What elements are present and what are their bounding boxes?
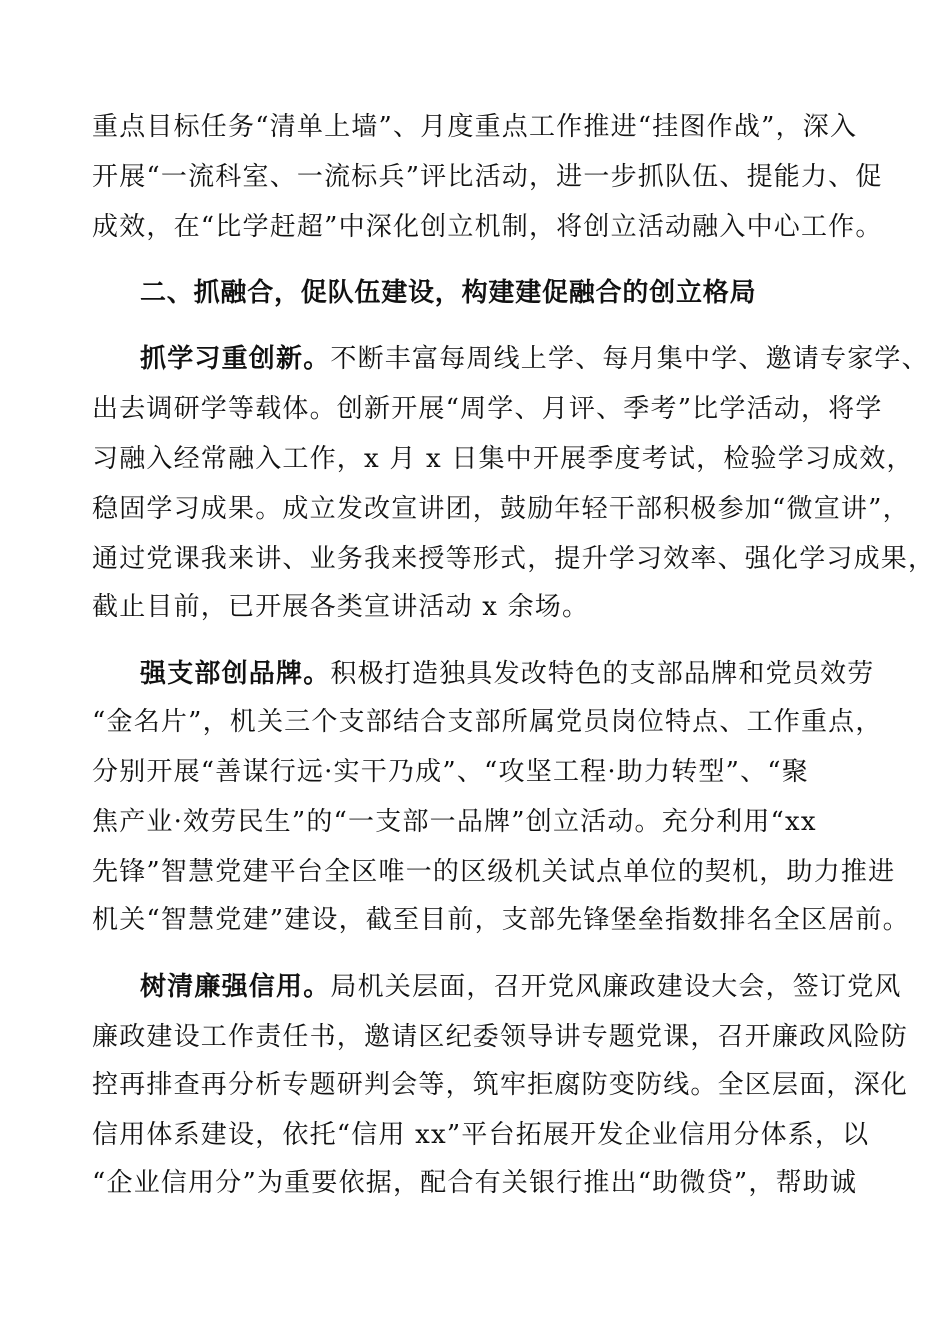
paragraph-2-line-6: 机关“智慧党建”建设，截至目前，支部先锋堡垒指数排名全区居前。: [92, 905, 910, 935]
paragraph-2-lead: 强支部创品牌。: [140, 659, 331, 689]
paragraph-2-line-4: 焦产业·效劳民生”的“一支部一品牌”创立活动。充分利用“xx: [92, 807, 817, 837]
paragraph-3-line-1: [140, 970, 902, 1004]
paragraph-3-line-4: 信用体系建设，依托“信用 xx”平台拓展开发企业信用分体系，以: [92, 1120, 870, 1150]
paragraph-1-line-6: 截止目前，已开展各类宣讲活动 x 余场。: [92, 592, 590, 622]
paragraph-1-first-line-rest: 不断丰富每周线上学、每月集中学、邀请专家学、: [330, 344, 929, 374]
intro-line-3: 成效，在“比学赶超”中深化创立机制，将创立活动融入中心工作。: [92, 212, 883, 242]
paragraph-2-line-1: [140, 657, 880, 691]
intro-line-2: 开展“一流科室、一流标兵”评比活动，进一步抓队伍、提能力、促: [92, 162, 883, 192]
paragraph-3-line-5: “企业信用分”为重要依据，配合有关银行推出“助微贷”，帮助诚: [92, 1168, 858, 1198]
paragraph-2-first-line-rest: 积极打造独具发改特色的支部品牌和党员效劳: [330, 659, 875, 689]
paragraph-3-first-line-rest: 局机关层面，召开党风廉政建设大会，签订党风: [330, 972, 902, 1002]
paragraph-1-lead: 抓学习重创新。: [140, 344, 331, 374]
paragraph-2-line-3: 分别开展“善谋行远·实干乃成”、“攻坚工程·助力转型”、“聚: [92, 757, 809, 787]
intro-line-1: 重点目标任务“清单上墙”、月度重点工作推进“挂图作战”，深入: [92, 112, 858, 142]
paragraph-1-line-3: 习融入经常融入工作，x 月 x 日集中开展季度考试，检验学习成效，: [92, 444, 914, 474]
paragraph-3-line-3: 控再排查再分析专题研判会等，筑牢拒腐防变防线。全区层面，深化: [92, 1070, 909, 1100]
paragraph-3-lead: 树清廉强信用。: [140, 972, 331, 1002]
paragraph-1-line-1: [140, 342, 929, 376]
paragraph-2-line-5: 先锋”智慧党建平台全区唯一的区级机关试点单位的契机，助力推进: [92, 857, 896, 887]
paragraph-3-line-2: 廉政建设工作责任书，邀请区纪委领导讲专题党课，召开廉政风险防: [92, 1022, 909, 1052]
paragraph-1-line-5: 通过党课我来讲、业务我来授等形式，提升学习效率、强化学习成果，: [92, 544, 936, 574]
paragraph-1-line-2: 出去调研学等载体。创新开展“周学、月评、季考”比学活动，将学: [92, 394, 883, 424]
paragraph-1-line-4: 稳固学习成果。成立发改宣讲团，鼓励年轻干部积极参加“微宣讲”，: [92, 494, 910, 524]
section-heading: 二、抓融合，促队伍建设，构建建促融合的创立格局: [140, 278, 757, 308]
paragraph-2-line-2: “金名片”，机关三个支部结合支部所属党员岗位特点、工作重点，: [92, 707, 883, 737]
